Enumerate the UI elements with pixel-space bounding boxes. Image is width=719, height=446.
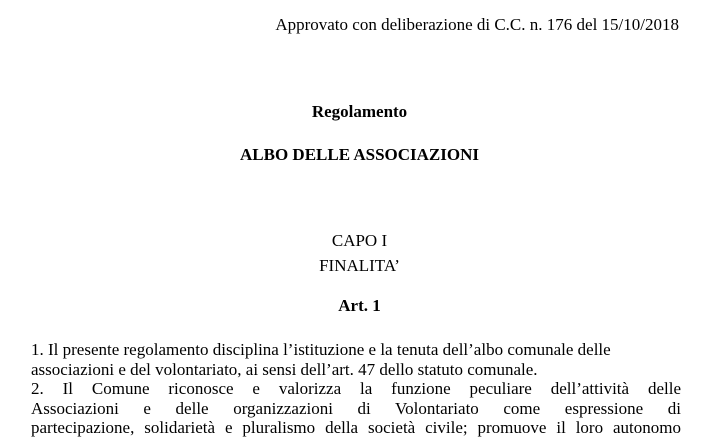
paragraph-2-line-2: Associazioni e delle organizzazioni di Volontariato come espressione di [31,398,681,418]
chapter-number: CAPO I [331,231,388,250]
paragraph-2-line-3: partecipazione, solidarietà e pluralismo della società civile; promuove il loro autonomo [31,418,681,437]
paragraph-1-line-1: 1. Il presente regolamento disciplina l’istituzione e la tenuta dell’albo comunale delle [31,340,611,359]
approval-note: Approvato con deliberazione di C.C. n. 176 del 15/10/2018 [275,15,679,34]
article-body [31,340,681,438]
paragraph-1-line-2: associazioni e del volontariato, ai sensi dell’art. 47 dello statuto comunale. [31,359,538,379]
paragraph-1 [31,340,681,379]
paragraph-2 [31,379,681,438]
document-title-albo: ALBO DELLE ASSOCIAZIONI [239,145,480,164]
paragraph-2-line-1: 2. Il Comune riconosce e valorizza la funzione peculiare dell’attività delle [31,379,681,398]
article-heading: Art. 1 [338,296,381,315]
document-title-regolamento: Regolamento [311,102,408,121]
chapter-name: FINALITA’ [319,256,400,275]
